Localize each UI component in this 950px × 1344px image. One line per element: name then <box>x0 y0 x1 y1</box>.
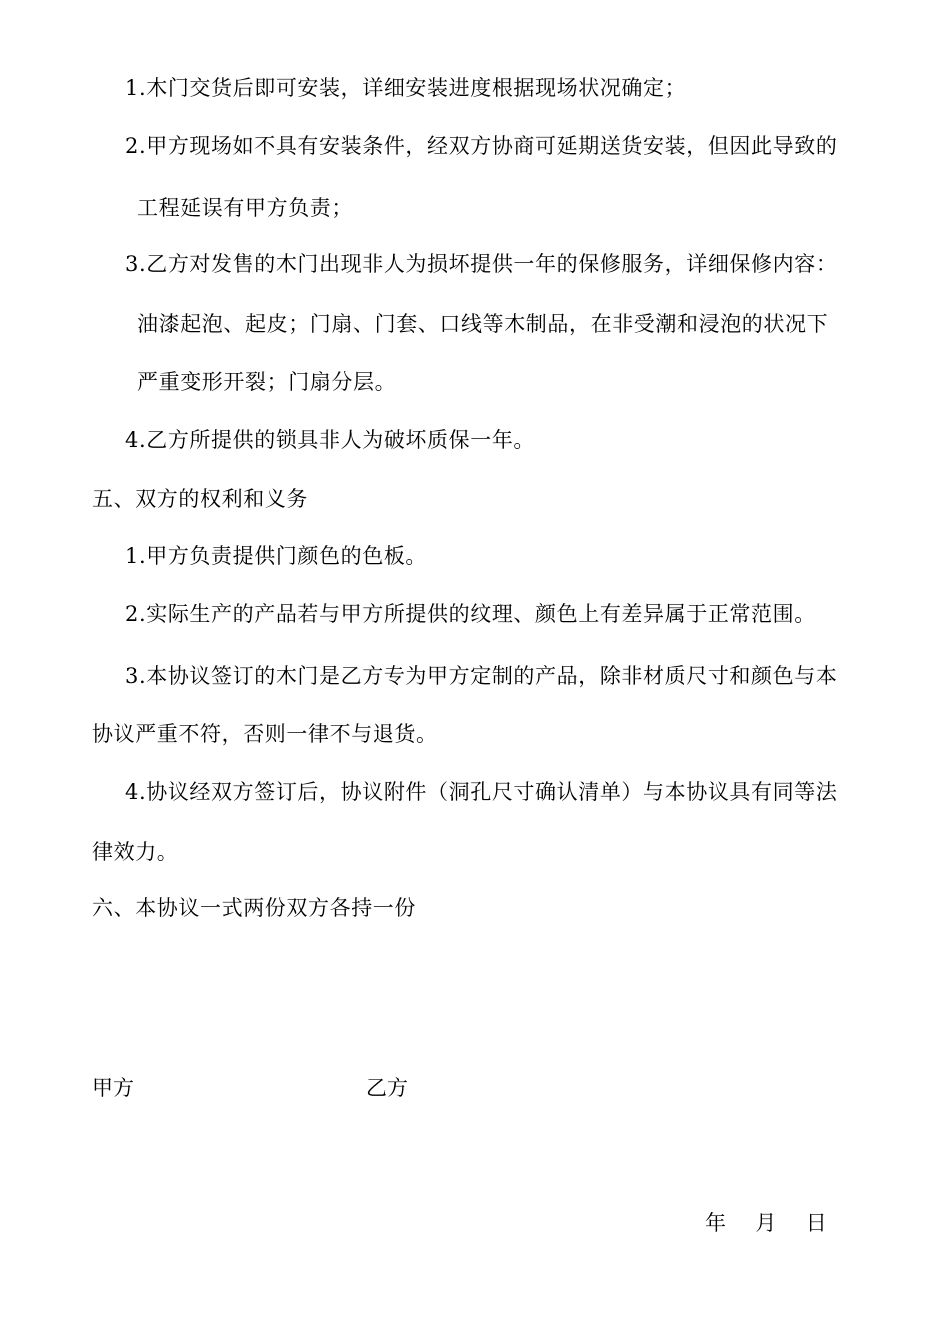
clause-5-item-2: 2.实际生产的产品若与甲方所提供的纹理、颜色上有差异属于正常范围。 <box>125 602 816 626</box>
section-5-heading: 五、双方的权利和义务 <box>92 487 308 511</box>
party-b-signature-label: 乙方 <box>366 1076 408 1100</box>
party-a-signature-label: 甲方 <box>92 1076 134 1100</box>
clause-4-item-2-cont: 工程延误有甲方负责； <box>137 196 353 220</box>
date-month-label: 月 <box>755 1211 777 1235</box>
clause-4-item-1: 1.木门交货后即可安装，详细安装进度根据现场状况确定； <box>125 76 687 100</box>
clause-5-item-4: 4.协议经双方签订后，协议附件（洞孔尺寸确认清单）与本协议具有同等法 <box>125 780 838 804</box>
date-day-label: 日 <box>805 1211 827 1235</box>
clause-5-item-1: 1.甲方负责提供门颜色的色板。 <box>125 544 428 568</box>
clause-4-item-2: 2.甲方现场如不具有安装条件，经双方协商可延期送货安装，但因此导致的 <box>125 134 838 158</box>
clause-5-item-3: 3.本协议签订的木门是乙方专为甲方定制的产品，除非材质尺寸和颜色与本 <box>125 664 838 688</box>
clause-4-item-4: 4.乙方所提供的锁具非人为破坏质保一年。 <box>125 428 536 452</box>
clause-4-item-3: 3.乙方对发售的木门出现非人为损坏提供一年的保修服务，详细保修内容： <box>125 252 838 276</box>
clause-5-item-4-cont: 律效力。 <box>92 840 179 864</box>
section-6-heading: 六、本协议一式两份双方各持一份 <box>92 896 416 920</box>
clause-5-item-3-cont: 协议严重不符，否则一律不与退货。 <box>92 722 438 746</box>
date-year-label: 年 <box>705 1211 726 1235</box>
clause-4-item-3-cont-2: 严重变形开裂；门扇分层。 <box>137 370 397 394</box>
clause-4-item-3-cont-1: 油漆起泡、起皮；门扇、门套、口线等木制品，在非受潮和浸泡的状况下 <box>137 312 829 336</box>
signing-date <box>705 1208 827 1238</box>
